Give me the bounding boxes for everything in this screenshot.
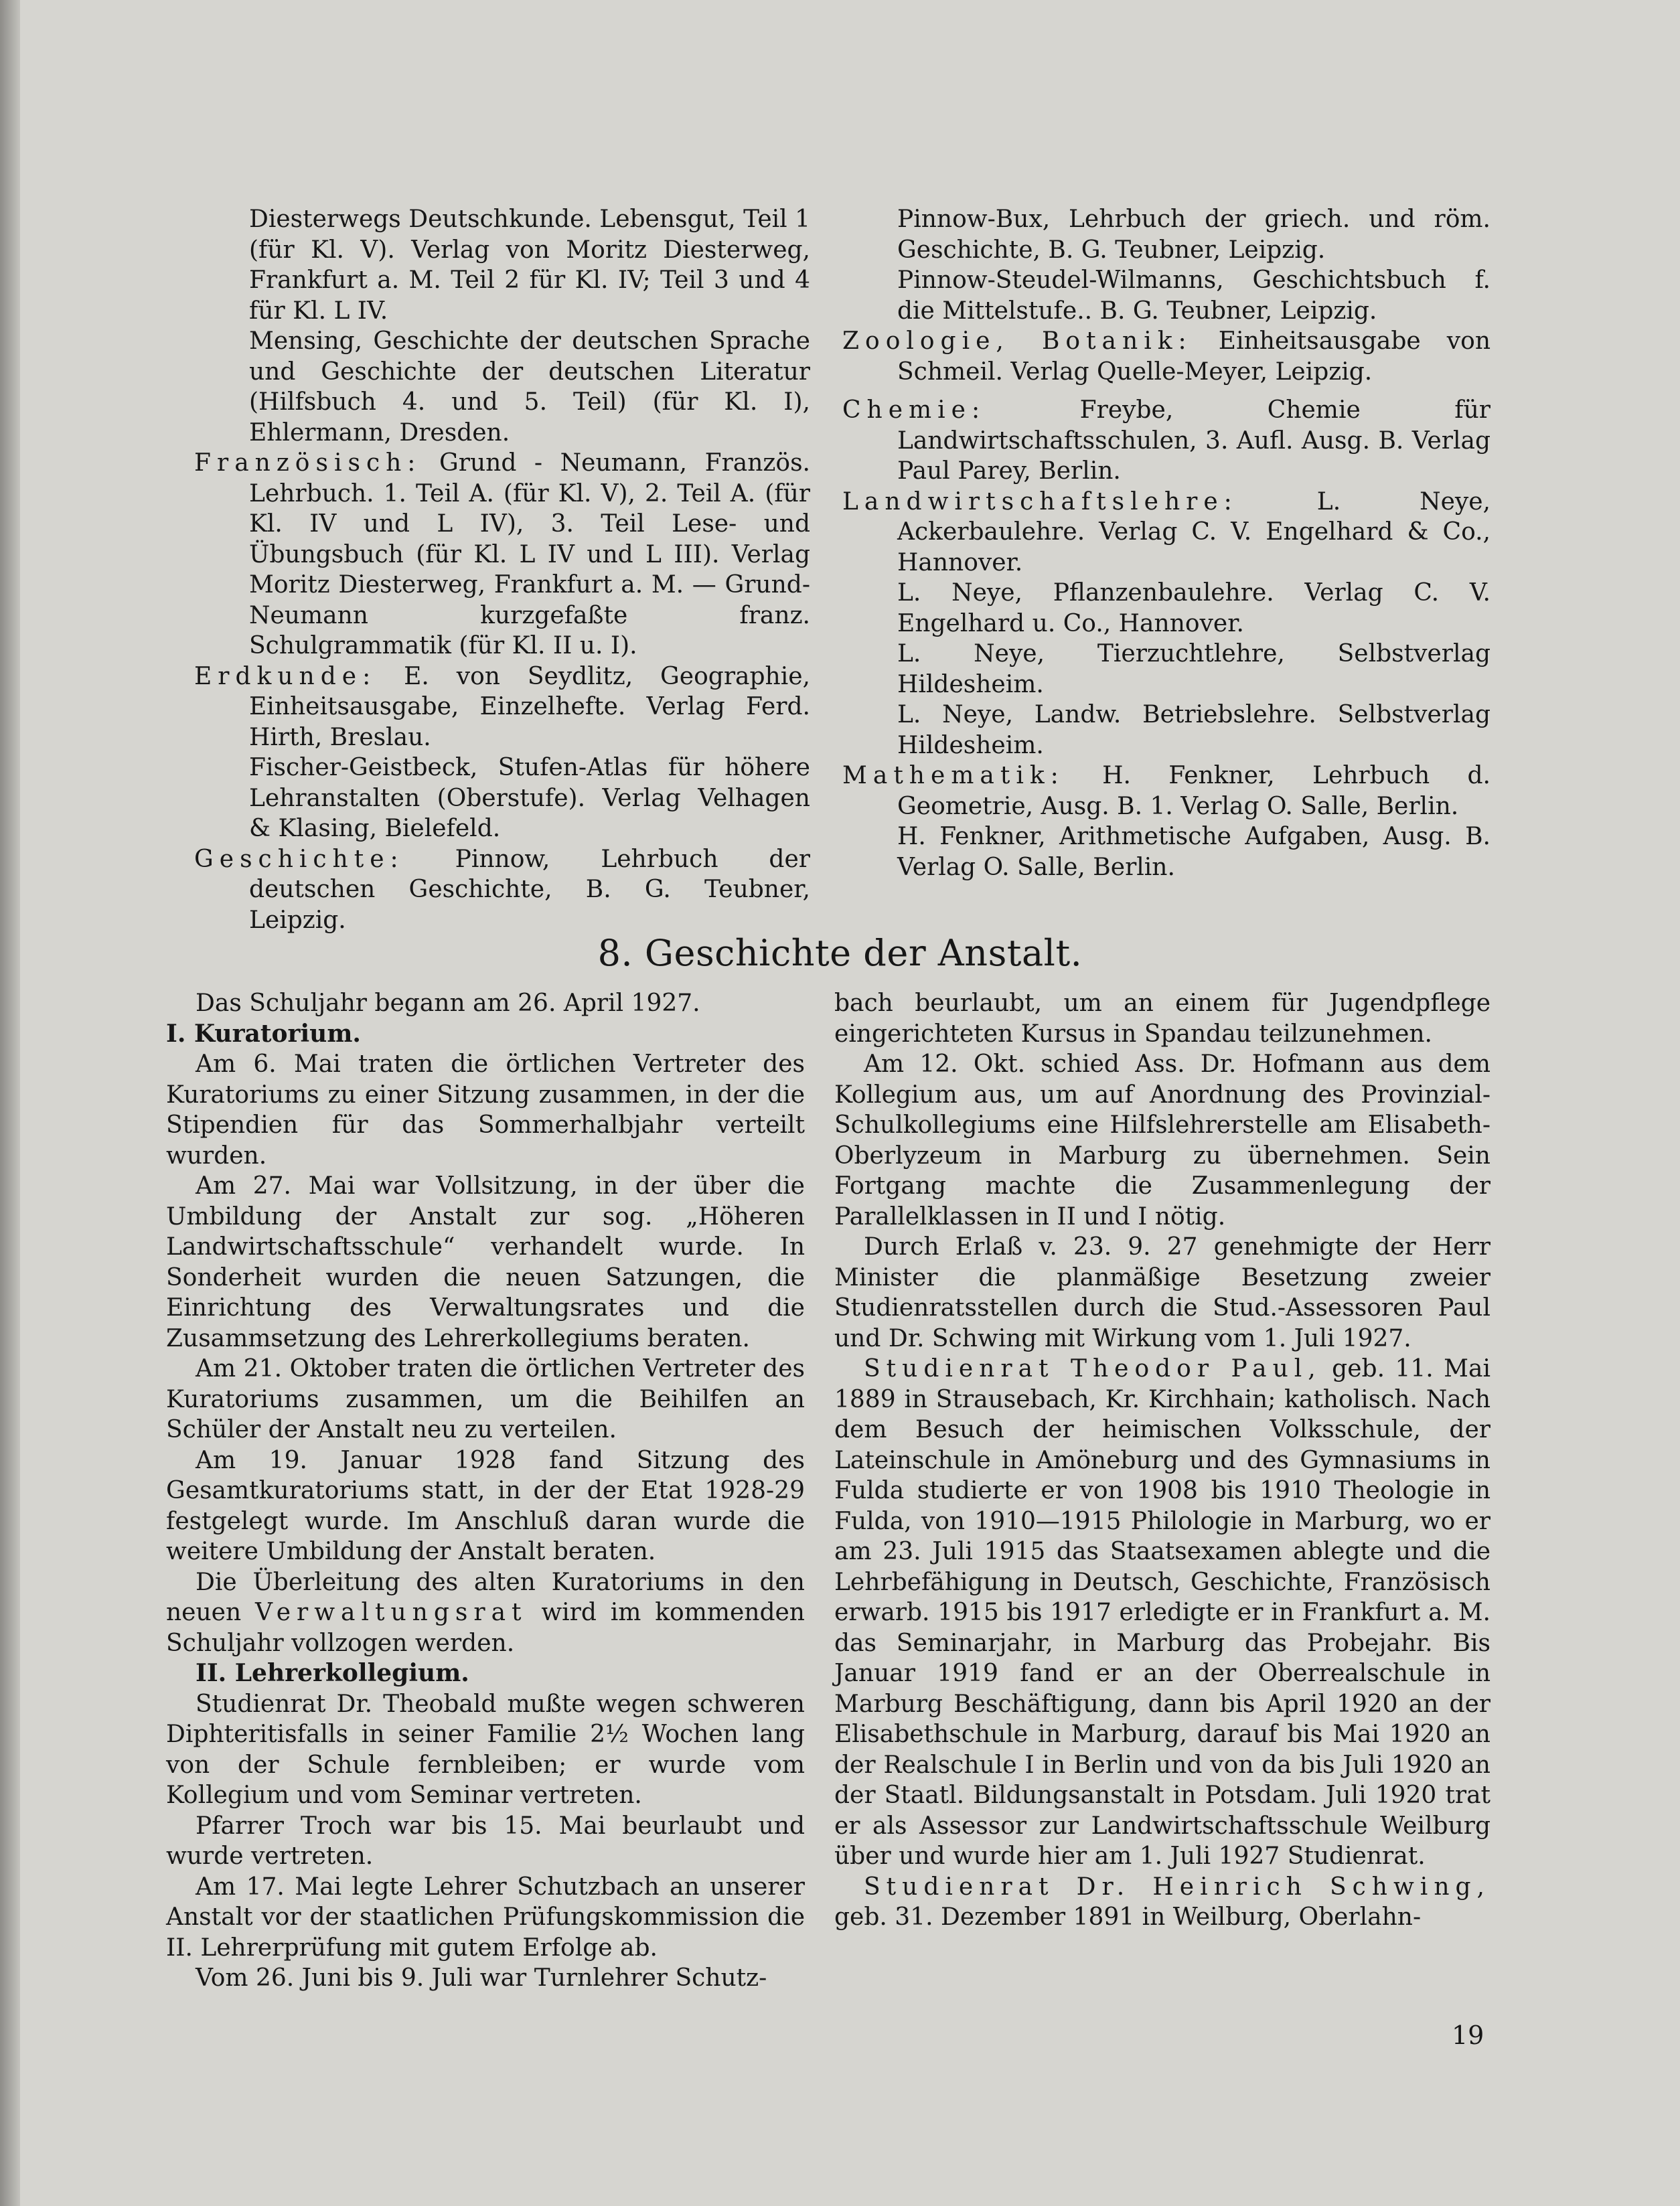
- paragraph: Pfarrer Troch war bis 15. Mai beurlaubt und wurde vertreten.: [166, 1812, 805, 1870]
- zoologie-entry: [842, 326, 1491, 387]
- text-run: wird im kommenden Schuljahr vollzogen werden.: [166, 1599, 805, 1657]
- chemie-text: Freybe, Chemie für Landwirtschaftsschulen, 3. Aufl. Ausg. B. Verlag Paul Parey, Berlin.: [897, 396, 1491, 485]
- erdkunde-label: Erdkunde:: [194, 662, 377, 690]
- landwirtschaftslehre-entry-3: L. Neye, Tierzuchtlehre, Selbstverlag Hildesheim.: [897, 640, 1491, 698]
- franzoesisch-entry: [194, 448, 810, 661]
- mathematik-entry-2: H. Fenkner, Arithmetische Aufgaben, Ausg. B. Verlag O. Salle, Berlin.: [897, 823, 1491, 881]
- chemie-entry: [842, 395, 1491, 487]
- paragraph: Vom 26. Juni bis 9. Juli war Turnlehrer Schutz-: [196, 1964, 767, 1992]
- paragraph: [166, 1567, 805, 1659]
- mathematik-label: Mathematik:: [842, 762, 1065, 789]
- geschichte-text: Pinnow, Lehrbuch der deutschen Geschichte, B. G. Teubner, Leipzig.: [249, 845, 810, 934]
- franzoesisch-label: Französisch:: [194, 449, 422, 477]
- landwirtschaftslehre-entry-4: L. Neye, Landw. Betriebslehre. Selbstverlag Hildesheim.: [897, 701, 1491, 759]
- landwirtschaftslehre-label: Landwirtschaftslehre:: [842, 487, 1238, 516]
- paragraph: [834, 1354, 1491, 1872]
- pinnow-steudel-entry: Pinnow-Steudel-Wilmanns, Geschichtsbuch f. die Mittelstufe.. B. G. Teubner, Leipzig.: [897, 266, 1491, 325]
- paragraph: Am 6. Mai traten die örtlichen Vertreter des Kuratoriums zu einer Sitzung zusammen, in der die Stipendien für das Sommerhalbjahr verteilt wurden.: [166, 1050, 805, 1170]
- deutsch-entry-2: Mensing, Geschichte der deutschen Sprache und Geschichte der deutschen Literatur (Hilfsbuch 4. und 5. Teil) (für Kl. I), Ehlermann, Dresden.: [249, 327, 810, 447]
- chemie-label: Chemie:: [842, 396, 986, 424]
- franzoesisch-text: Grund - Neumann, Französ. Lehrbuch. 1. Teil A. (für Kl. V), 2. Teil A. (für Kl. IV und L IV), 3. Teil Lese- und Übungsbuch (für Kl. L IV und L III). Verlag Moritz Diesterweg, Frankfurt a. M. — Grund-Neumann kurzgefaßte franz. Schulgrammatik (für Kl. II u. I).: [249, 449, 810, 659]
- schwing-name-spaced: Studienrat Dr. Heinrich Schwing,: [864, 1873, 1491, 1901]
- page-gutter-shadow: [0, 0, 20, 2206]
- deutsch-entry-1: Diesterwegs Deutschkunde. Lebensgut, Teil 1 (für Kl. V). Verlag von Moritz Diesterweg, Frankfurt a. M. Teil 2 für Kl. IV; Teil 3 und 4 für Kl. L IV.: [249, 206, 810, 325]
- history-right-column: [834, 988, 1491, 1933]
- paragraph: Durch Erlaß v. 23. 9. 27 genehmigte der Herr Minister die planmäßige Besetzung zweier Studienratsstellen durch die Stud.-Assessoren Paul und Dr. Schwing mit Wirkung vom 1. Juli 1927.: [834, 1233, 1491, 1352]
- landwirtschaftslehre-text: L. Neye, Ackerbaulehre. Verlag C. V. Engelhard & Co., Hannover.: [897, 487, 1491, 576]
- page-number: 19: [1452, 2021, 1484, 2050]
- mathematik-text: H. Fenkner, Lehrbuch d. Geometrie, Ausg. B. 1. Verlag O. Salle, Berlin.: [897, 762, 1491, 820]
- paragraph: Am 17. Mai legte Lehrer Schutzbach an unserer Anstalt vor der staatlichen Prüfungskommission die II. Lehrerprüfung mit gutem Erfolge ab.: [166, 1873, 805, 1962]
- geschichte-entry: [194, 844, 810, 936]
- paragraph: Am 19. Januar 1928 fand Sitzung des Gesamtkuratoriums statt, in der der Etat 1928-29 festgelegt wurde. Im Anschluß daran wurde die weitere Umbildung der Anstalt beraten.: [166, 1446, 805, 1565]
- geschichte-label: Geschichte:: [194, 845, 404, 873]
- paragraph: Studienrat Dr. Theobald mußte wegen schweren Diphteritisfalls in seiner Familie 2½ Wochen lang von der Schule fernbleiben; er wurde vom Kollegium und vom Seminar vertreten.: [166, 1690, 805, 1809]
- paragraph: [834, 1872, 1491, 1933]
- pinnow-bux-entry: Pinnow-Bux, Lehrbuch der griech. und röm. Geschichte, B. G. Teubner, Leipzig.: [897, 206, 1491, 264]
- mathematik-entry: [842, 761, 1491, 821]
- text-run: Die Überleitung des alten Kuratoriums in den neuen: [166, 1568, 805, 1626]
- paragraph: Am 12. Okt. schied Ass. Dr. Hofmann aus dem Kollegium aus, um auf Anordnung des Provinzial-Schulkollegiums eine Hilfslehrerstelle am Elisabeth-Oberlyzeum in Marburg zu übernehmen. Sein Fortgang machte die Zusammenlegung der Parallelklassen in II und I nötig.: [834, 1050, 1491, 1231]
- paragraph: Am 27. Mai war Vollsitzung, in der über die Umbildung der Anstalt zur sog. „Höheren Landwirtschaftsschule“ verhandelt wurde. In Sonderheit wurden die neuen Satzungen, die Einrichtung des Verwaltungsrates und die Zusammsetzung des Lehrerkollegiums beraten.: [166, 1172, 805, 1352]
- kuratorium-heading: I. Kuratorium.: [166, 1019, 361, 1048]
- booklist-right-column: [842, 204, 1491, 882]
- verwaltungsrat-spaced: Verwaltungsrat: [255, 1599, 528, 1626]
- erdkunde-entry: [194, 661, 810, 753]
- erdkunde-entry-2: Fischer-Geistbeck, Stufen-Atlas für höhere Lehranstalten (Oberstufe). Verlag Velhagen & Klasing, Bielefeld.: [249, 754, 810, 842]
- zoologie-label: Zoologie, Botanik:: [842, 327, 1193, 355]
- text-run: geb. 11. Mai 1889 in Strausebach, Kr. Kirchhain; katholisch. Nach dem Besuch der heimischen Volksschule, der Lateinschule in Amöneburg und des Gymnasiums in Fulda studierte er von 1908 bis 1910 Theologie in Fulda, von 1910—1915 Philologie in Marburg, wo er am 23. Juli 1915 das Staatsexamen ablegte und die Lehrbefähigung in Deutsch, Geschichte, Französisch erwarb. 1915 bis 1917 erledigte er in Frankfurt a. M. das Seminarjahr, in Marburg das Probejahr. Bis Januar 1919 fand er an der Oberrealschule in Marburg Beschäftigung, dann bis April 1920 an der Elisabethschule in Marburg, darauf bis Mai 1920 an der Realschule I in Berlin und von da bis Juli 1920 an der Staatl. Bildungsanstalt in Potsdam. Juli 1920 trat er als Assessor zur Landwirtschaftsschule Weilburg über und wurde hier am 1. Juli 1927 Studienrat.: [834, 1355, 1491, 1870]
- paul-name-spaced: Studienrat Theodor Paul,: [864, 1355, 1322, 1383]
- paragraph: bach beurlaubt, um an einem für Jugendpflege eingerichteten Kursus in Spandau teilzunehmen.: [834, 990, 1491, 1048]
- zoologie-text: Einheitsausgabe von Schmeil. Verlag Quelle-Meyer, Leipzig.: [897, 327, 1491, 386]
- erdkunde-text: E. von Seydlitz, Geographie, Einheitsausgabe, Einzelhefte. Verlag Ferd. Hirth, Breslau.: [249, 662, 810, 751]
- lehrerkollegium-heading: II. Lehrerkollegium.: [196, 1659, 469, 1687]
- text-run: geb. 31. Dezember 1891 in Weilburg, Oberlahn-: [834, 1903, 1422, 1931]
- landwirtschaftslehre-entry: [842, 487, 1491, 578]
- booklist-left-column: [194, 204, 810, 935]
- school-year-start: Das Schuljahr begann am 26. April 1927.: [196, 990, 700, 1017]
- landwirtschaftslehre-entry-2: L. Neye, Pflanzenbaulehre. Verlag C. V. Engelhard u. Co., Hannover.: [897, 579, 1491, 637]
- history-left-column: [166, 988, 805, 1994]
- section-heading: 8. Geschichte der Anstalt.: [597, 932, 1083, 974]
- paragraph: Am 21. Oktober traten die örtlichen Vertreter des Kuratoriums zusammen, um die Beihilfen an Schüler der Anstalt neu zu verteilen.: [166, 1355, 805, 1443]
